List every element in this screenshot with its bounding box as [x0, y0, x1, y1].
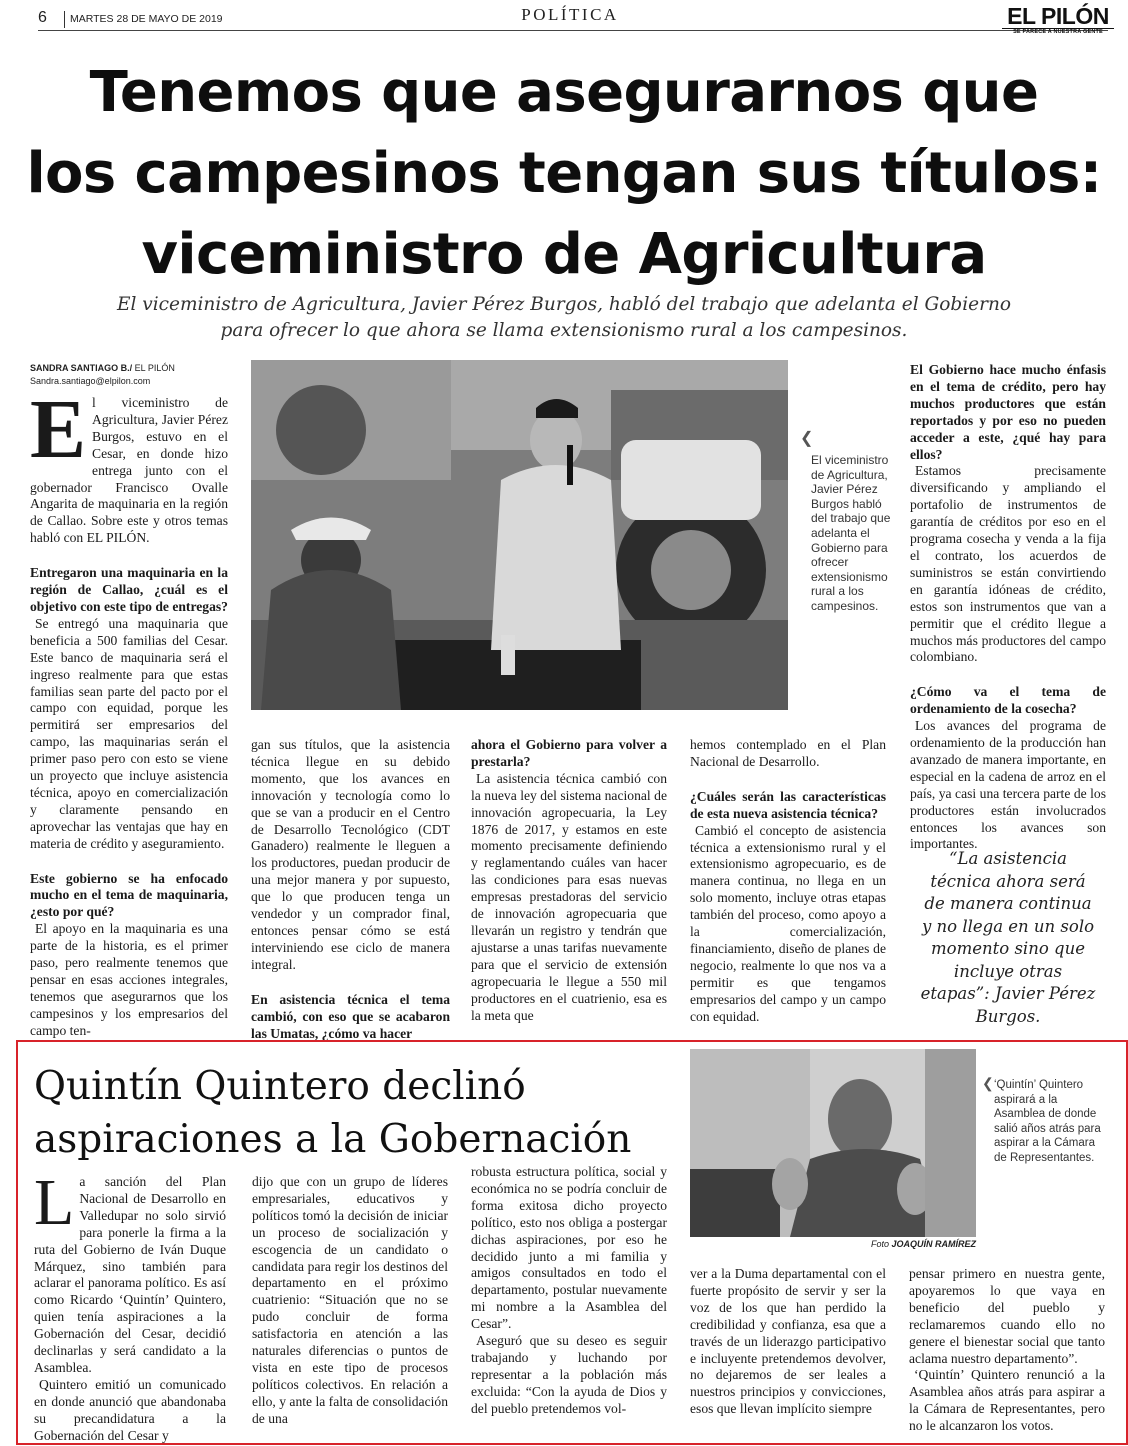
pull-quote: “La asistencia técnica ahora será de manera continua y no llega en un solo momento sino que incluye otras etapas”: Javier Pérez Burgos.: [920, 849, 1096, 1026]
question-4: ¿Cuáles serán las características de esta nueva asistencia técnica?: [690, 788, 886, 821]
photo-caption: El viceministro de Agricultura, Javier Pérez Burgos habló del trabajo que adelanta el Gobierno para ofrecer extensionismo rural a los campesinos.: [811, 453, 891, 613]
article2-column-4-text: ver a la Duma departamental con el fuerte propósito de servir y ser la voz de los que han perdido la credibilidad y confianza, esa que a través de un liderazgo participativo e incluyente pretendemos devolver, no dejaremos de ser leales a nuestros principios y convicciones, esos que llevan implícito siempre: [690, 1266, 886, 1417]
answer-1: Se entregó una maquinaria que beneficia a 500 familias del Cesar. Este banco de maquinaria será el ingreso realmente para que estas familias sean parte del pacto por el campo con equidad, porque les permitirá ser empresarios del campo, las maquinarias serán el primer paso pero con esto se viene un proyecto que incluye asistencia técnica, apoyo en comercialización y claramente pensando en aprovechar las ventajas que hay en materia de crédito y aseguramiento.: [30, 615, 228, 851]
subtitle-line-1: El viceministro de Agricultura, Javier Pérez Burgos, habló del trabajo que adelanta el Gobierno: [116, 294, 1012, 315]
main-photo: [251, 360, 788, 710]
section-title: POLÍTICA: [521, 5, 619, 24]
question-5b: ¿Cómo va el tema de ordenamiento de la cosecha?: [910, 684, 1106, 717]
article2-column-1-text-2: Quintero emitió un comunicado en donde anunció que abandonaba su precandidatura a la Gobernación del Cesar y: [34, 1376, 226, 1443]
article2-column-1: [34, 1166, 226, 1445]
article2-column-2-text: dijo que con un grupo de líderes empresariales, educativos y políticos tomó la decisión de iniciar un proceso de socialización y escogencia de un candidato o candidata para regir los destinos del departamento en el próximo cuatrienio: “Situación que no se pudo concluir de forma satisfactoria en atención a las naturales diferencias o puntos de vista en este tipo de procesos políticos colectivos. En relación a ello, y ante la falta de consolidación de una: [252, 1174, 448, 1426]
subtitle: [20, 292, 1108, 344]
article1-column-4: [690, 737, 886, 1026]
article2-headline-line-2: aspiraciones a la Gobernación: [34, 1117, 632, 1162]
logo-tagline: SE PARECE A NUESTRA GENTE: [1002, 28, 1114, 36]
question-2: Este gobierno se ha enfocado mucho en el tema de maquinaria, ¿esto por qué?: [30, 870, 228, 920]
article2-column-3-text-1: robusta estructura política, social y económica no se podría concluir de forma exitosa dicho proyecto político, esto nos obliga a postergar dichas aspiraciones, por eso he decidido junto a mi familia y amigos consultados en todo el departamento, postular nuevamente mi nombre a la Asamblea del Cesar”.: [471, 1164, 667, 1332]
page-number: 6: [38, 9, 47, 26]
column-4-text-2: Cambió el concepto de asistencia técnica a extensionismo rural y el extensionismo agropecuario, es de manera continua, no llega en un solo momento, incluye otras etapas también del proceso, como apoyo a la comercialización, financiamiento, diseño de planes de negocio, realmente lo que nos va a permitir es que tengamos empresarios del campo y un campo con equidad.: [690, 822, 886, 1024]
answer-5a: Estamos precisamente diversificando y ampliando el portafolio de instrumentos de garantía de créditos por eso en el programa cosecha y venda a la fija el contrato, los acuerdos de suministros se están convirtiendo en garantía idóneas de crédito, estos son instrumentos que van a permitir que el crédito llegue a muchos más productores del campo colombiano.: [910, 463, 1106, 665]
intro-text: l viceministro de Agricultura, Javier Pérez Burgos, estuvo en el Cesar, en donde hizo entrega junto con el gobernador Francisco Ovalle Angarita de maquinaria en la región de Callao. Sobre este y otros temas habló con EL PILÓN.: [30, 395, 228, 546]
photo-credit: [690, 1239, 976, 1249]
logo: [1002, 4, 1114, 36]
article2-column-5-text-1: pensar primero en nuestra gente, apoyaremos lo que vaya en beneficio del pueblo y reclamaremos cuando ello no genere el bienestar social que tanto aclama nuestro departamento”.: [909, 1266, 1105, 1366]
headline-line-2: los campesinos tengan sus títulos:: [26, 141, 1102, 206]
article2-column-2: [252, 1174, 448, 1428]
column-2-text: gan sus títulos, que la asistencia técnica llegue en su debido momento, que los avances en innovación y tecnología como lo que se van a producir en el Centro de Desarrollo Tecnológico (CDT Ganadero) realmente le lleguen a los productores, puedan producir de una mejor manera y por supuesto, que lo que producen tenga un vendedor y un comprador final, entonces pensar cómo se está interviniendo ese ciclo de manera integral.: [251, 737, 450, 972]
column-3-text: La asistencia técnica cambió con la nueva ley del sistema nacional de innovación agropecuaria, la Ley 1876 de 2017, y estamos en este momento precisamente definiendo y reglamentando cuáles van hacer las condiciones para esas nuevas empresas prestadoras del servicio de innovación agropecuaria que llevarán un registro y tendrán que ajustarse a unas tarifas nuevamente para que el servicio de extensión agropecuaria le llegue a 550 mil productores en el cuatrienio, esa es la meta que: [471, 770, 667, 1023]
article1-column-3: [471, 737, 667, 1024]
article2-column-1-text-1: a sanción del Plan Nacional de Desarrollo en Valledupar no solo sirvió para ponerle la firma a la ruta del Gobierno de Iván Duque Márquez, sino también para aclarar el panorama político. Es así como Ricardo ‘Quintín’ Quintero, quien tenía aspiraciones a la Gobernación del Cesar, decidió declinarlas y será candidato a la Asamblea.: [34, 1174, 226, 1375]
headline-line-3: viceministro de Agricultura: [141, 222, 987, 287]
photo-credit-prefix: Foto: [870, 1239, 892, 1249]
caption-marker-icon: ❮: [800, 430, 814, 447]
headline: [20, 52, 1108, 295]
header-divider: [64, 11, 65, 28]
article2-column-5: [909, 1266, 1105, 1435]
article1-column-2: [251, 737, 450, 1042]
article2-photo: [690, 1049, 976, 1237]
photo-illustration: [251, 360, 788, 710]
drop-cap: E: [30, 383, 87, 476]
article2-column-3-text-2: Aseguró que su deseo es seguir trabajando y luchando por representar a la población más excluida: “Con la ayuda de Dios y del pueblo pretendemos vol-: [471, 1333, 667, 1416]
author-email: Sandra.santiago@elpilon.com: [30, 376, 151, 386]
subtitle-line-2: para ofrecer lo que ahora se llama extensionismo rural a los campesinos.: [220, 320, 908, 341]
question-3: En asistencia técnica el tema cambió, con eso que se acabaron las Umatas, ¿cómo va hacer: [251, 991, 450, 1041]
logo-text: EL PILÓN: [1007, 3, 1109, 29]
header-rule: [38, 30, 1108, 31]
question-1: Entregaron una maquinaria en la región de Callao, ¿cuál es el objetivo con este tipo de entregas?: [30, 565, 228, 614]
answer-2: El apoyo en la maquinaria es una parte de la historia, es el primer paso, pero realmente tenemos que pensar en esas acciones integrales, tenemos que asegurarnos que los campesinos y los empresarios del campo ten-: [30, 921, 228, 1038]
article2-drop-cap: L: [34, 1166, 75, 1239]
article2-headline-line-1: Quintín Quintero declinó: [34, 1064, 526, 1109]
caption-marker-icon-2: ❮: [982, 1075, 994, 1091]
article2-headline: [34, 1060, 694, 1166]
article2-photo-illustration: [690, 1049, 976, 1237]
question-5a: El Gobierno hace mucho énfasis en el tema de crédito, pero hay muchos productores que están reportados y por eso no pueden acceder a este, ¿qué hay para ellos?: [910, 362, 1106, 462]
author-name: SANDRA SANTIAGO B./: [30, 363, 133, 373]
author-outlet: EL PILÓN: [132, 363, 175, 373]
answer-5b: Los avances del programa de ordenamiento de la producción han avanzado de manera importante, en especial en la cadena de arroz en el país, ya casi una tercera parte de los productores están involucrados entonces los avances son importantes.: [910, 718, 1106, 852]
article2-column-4: [690, 1266, 886, 1418]
article2-column-3: [471, 1164, 667, 1418]
article1-column-1: [30, 383, 228, 1040]
column-4-text-1: hemos contemplado en el Plan Nacional de Desarrollo.: [690, 737, 886, 769]
article1-column-5: [910, 362, 1106, 853]
article2-photo-caption: ‘Quintín’ Quintero aspirará a la Asamblea de donde salió años atrás para aspirar a la Cámara de Representantes.: [994, 1079, 1101, 1164]
headline-line-1: Tenemos que asegurarnos que: [89, 60, 1039, 125]
article2-column-5-text-2: ‘Quintín’ Quintero renunció a la Asamblea años atrás para aspirar a la Cámara de Representantes, pero no le alcanzaron los votos.: [909, 1367, 1105, 1434]
header-date: MARTES 28 DE MAYO DE 2019: [70, 13, 223, 25]
photo-credit-name: JOAQUÍN RAMÍREZ: [891, 1239, 976, 1249]
question-3-end: ahora el Gobierno para volver a prestarla?: [471, 737, 667, 769]
